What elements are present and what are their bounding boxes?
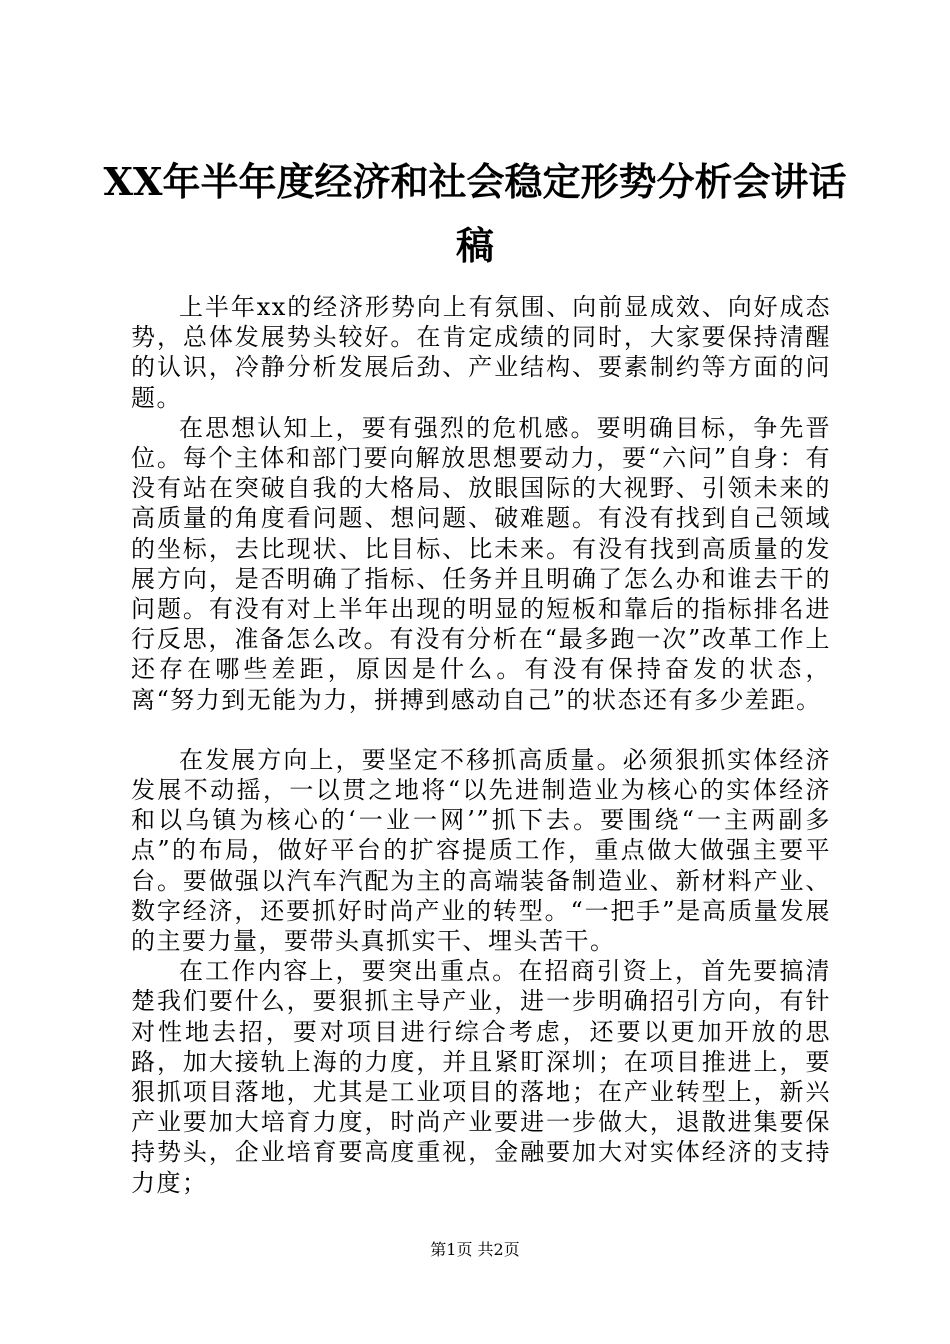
document-title-line1: XX年半年度经济和社会稳定形势分析会讲话 (103, 159, 847, 204)
page-number-footer: 第1页 共2页 (430, 1240, 520, 1259)
paragraph-spacer (131, 715, 831, 745)
paragraph-thinking: 在思想认知上，要有强烈的危机感。要明确目标，争先晋位。每个主体和部门要向解放思想要动力，要“六问”自身：有没有站在突破自我的大格局、放眼国际的大视野、引领未来的高质量的角度看问题、想问题、破难题。有没有找到自己领域的坐标，去比现状、比目标、比未来。有没有找到高质量的发展方向，是否明确了指标、任务并且明确了怎么办和谁去干的问题。有没有对上半年出现的明显的短板和靠后的指标排名进行反思，准备怎么改。有没有分析在“最多跑一次”改革工作上还存在哪些差距，原因是什么。有没有保持奋发的状态，离“努力到无能为力，拼搏到感动自己”的状态还有多少差距。 (131, 413, 831, 714)
paragraph-intro: 上半年xx的经济形势向上有氛围、向前显成效、向好成态势，总体发展势头较好。在肯定成绩的同时，大家要保持清醒的认识，冷静分析发展后劲、产业结构、要素制约等方面的问题。 (131, 293, 831, 412)
document-body (131, 292, 831, 1198)
paragraph-work-content: 在工作内容上，要突出重点。在招商引资上，首先要搞清楚我们要什么，要狠抓主导产业，进一步明确招引方向，有针对性地去招，要对项目进行综合考虑，还要以更加开放的思路，加大接轨上海的力度，并且紧盯深圳；在项目推进上，要狠抓项目落地，尤其是工业项目的落地；在产业转型上，新兴产业要加大培育力度，时尚产业要进一步做大，退散进集要保持势头，企业培育要高度重视，金融要加大对实体经济的支持力度； (131, 957, 831, 1197)
document-title-line2: 稿 (455, 223, 494, 268)
paragraph-direction: 在发展方向上，要坚定不移抓高质量。必须狠抓实体经济发展不动摇，一以贯之地将“以先进制造业为核心的实体经济和以乌镇为核心的‘一业一网’”抓下去。要围绕“一主两副多点”的布局，做好平台的扩容提质工作，重点做大做强主要平台。要做强以汽车汽配为主的高端装备制造业、新材料产业、数字经济，还要抓好时尚产业的转型。“一把手”是高质量发展的主要力量，要带头真抓实干、埋头苦干。 (131, 745, 831, 956)
